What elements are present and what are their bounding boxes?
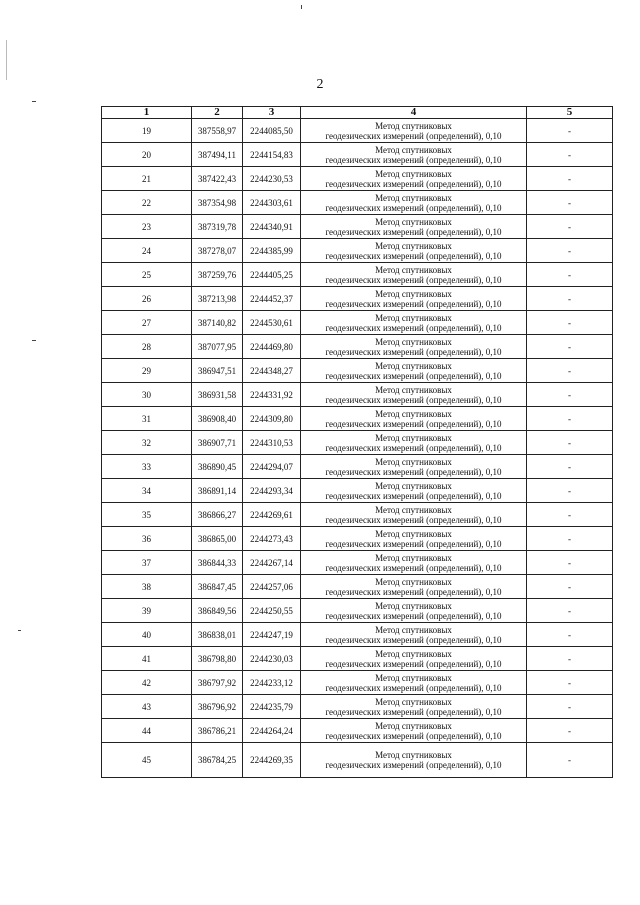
note-cell: - (527, 503, 613, 527)
table-row (102, 551, 613, 575)
note-cell: - (527, 719, 613, 743)
table-body (102, 119, 613, 778)
note-cell: - (527, 383, 613, 407)
note-cell: - (527, 455, 613, 479)
method-line-2: геодезических измерений (определений), 0,10 (325, 274, 502, 285)
point-number-cell: 45 (102, 743, 192, 778)
column-header-3: 3 (243, 107, 301, 119)
method-cell (301, 239, 527, 263)
table-row (102, 455, 613, 479)
table-row (102, 743, 613, 778)
method-line-2: геодезических измерений (определений), 0,10 (325, 490, 502, 501)
note-cell: - (527, 431, 613, 455)
note-cell: - (527, 335, 613, 359)
y-coordinate-cell: 2244405,25 (243, 263, 301, 287)
table-header-row (102, 107, 613, 119)
note-cell: - (527, 599, 613, 623)
note-cell: - (527, 263, 613, 287)
x-coordinate-cell: 386847,45 (192, 575, 243, 599)
table-row (102, 719, 613, 743)
y-coordinate-cell: 2244530,61 (243, 311, 301, 335)
scan-artifact-mark (32, 340, 36, 341)
method-line-2: геодезических измерений (определений), 0,10 (325, 154, 502, 165)
y-coordinate-cell: 2244293,34 (243, 479, 301, 503)
point-number-cell: 33 (102, 455, 192, 479)
table-row (102, 335, 613, 359)
table-row (102, 167, 613, 191)
method-cell (301, 263, 527, 287)
y-coordinate-cell: 2244348,27 (243, 359, 301, 383)
scan-artifact-mark (32, 101, 36, 102)
method-line-2: геодезических измерений (определений), 0,10 (325, 466, 502, 477)
method-cell (301, 623, 527, 647)
y-coordinate-cell: 2244269,61 (243, 503, 301, 527)
method-line-1: Метод спутниковых (375, 720, 452, 731)
method-line-2: геодезических измерений (определений), 0,10 (325, 202, 502, 213)
method-line-1: Метод спутниковых (375, 336, 452, 347)
table-row (102, 215, 613, 239)
x-coordinate-cell: 386786,21 (192, 719, 243, 743)
method-line-2: геодезических измерений (определений), 0,10 (325, 538, 502, 549)
method-cell (301, 335, 527, 359)
y-coordinate-cell: 2244303,61 (243, 191, 301, 215)
note-cell: - (527, 359, 613, 383)
method-cell (301, 359, 527, 383)
table-row (102, 575, 613, 599)
table-row (102, 119, 613, 143)
method-cell (301, 599, 527, 623)
method-line-1: Метод спутниковых (375, 456, 452, 467)
x-coordinate-cell: 387354,98 (192, 191, 243, 215)
note-cell: - (527, 695, 613, 719)
method-line-1: Метод спутниковых (375, 576, 452, 587)
point-number-cell: 32 (102, 431, 192, 455)
note-cell: - (527, 191, 613, 215)
method-line-1: Метод спутниковых (375, 432, 452, 443)
point-number-cell: 43 (102, 695, 192, 719)
table-row (102, 647, 613, 671)
column-header-1: 1 (102, 107, 192, 119)
method-line-2: геодезических измерений (определений), 0,10 (325, 130, 502, 141)
table-row (102, 359, 613, 383)
method-cell (301, 575, 527, 599)
point-number-cell: 36 (102, 527, 192, 551)
y-coordinate-cell: 2244250,55 (243, 599, 301, 623)
column-header-4: 4 (301, 107, 527, 119)
x-coordinate-cell: 386784,25 (192, 743, 243, 778)
point-number-cell: 42 (102, 671, 192, 695)
point-number-cell: 39 (102, 599, 192, 623)
x-coordinate-cell: 386947,51 (192, 359, 243, 383)
point-number-cell: 41 (102, 647, 192, 671)
method-cell (301, 407, 527, 431)
point-number-cell: 25 (102, 263, 192, 287)
method-cell (301, 167, 527, 191)
point-number-cell: 29 (102, 359, 192, 383)
method-line-1: Метод спутниковых (375, 264, 452, 275)
y-coordinate-cell: 2244340,91 (243, 215, 301, 239)
method-line-2: геодезических измерений (определений), 0,10 (325, 586, 502, 597)
x-coordinate-cell: 387077,95 (192, 335, 243, 359)
page-number: 2 (316, 77, 324, 92)
y-coordinate-cell: 2244452,37 (243, 287, 301, 311)
note-cell: - (527, 311, 613, 335)
y-coordinate-cell: 2244085,50 (243, 119, 301, 143)
column-header-2: 2 (192, 107, 243, 119)
method-line-2: геодезических измерений (определений), 0,10 (325, 298, 502, 309)
x-coordinate-cell: 387558,97 (192, 119, 243, 143)
method-cell (301, 143, 527, 167)
point-number-cell: 37 (102, 551, 192, 575)
method-cell (301, 551, 527, 575)
method-line-2: геодезических измерений (определений), 0,10 (325, 226, 502, 237)
method-line-2: геодезических измерений (определений), 0,10 (325, 346, 502, 357)
x-coordinate-cell: 386908,40 (192, 407, 243, 431)
y-coordinate-cell: 2244310,53 (243, 431, 301, 455)
method-line-2: геодезических измерений (определений), 0,10 (325, 730, 502, 741)
note-cell: - (527, 743, 613, 778)
x-coordinate-cell: 386890,45 (192, 455, 243, 479)
point-number-cell: 20 (102, 143, 192, 167)
x-coordinate-cell: 387278,07 (192, 239, 243, 263)
method-line-2: геодезических измерений (определений), 0,10 (325, 442, 502, 453)
method-line-1: Метод спутниковых (375, 240, 452, 251)
method-cell (301, 695, 527, 719)
method-line-2: геодезических измерений (определений), 0,10 (325, 760, 502, 770)
method-cell (301, 215, 527, 239)
x-coordinate-cell: 387140,82 (192, 311, 243, 335)
table-row (102, 527, 613, 551)
y-coordinate-cell: 2244257,06 (243, 575, 301, 599)
method-line-1: Метод спутниковых (375, 750, 452, 760)
y-coordinate-cell: 2244294,07 (243, 455, 301, 479)
table-row (102, 695, 613, 719)
method-cell (301, 479, 527, 503)
method-line-1: Метод спутниковых (375, 216, 452, 227)
table-row (102, 287, 613, 311)
method-line-1: Метод спутниковых (375, 120, 452, 131)
method-line-1: Метод спутниковых (375, 672, 452, 683)
x-coordinate-cell: 386798,80 (192, 647, 243, 671)
y-coordinate-cell: 2244309,80 (243, 407, 301, 431)
table-row (102, 311, 613, 335)
y-coordinate-cell: 2244273,43 (243, 527, 301, 551)
method-cell (301, 455, 527, 479)
method-line-1: Метод спутниковых (375, 648, 452, 659)
method-line-2: геодезических измерений (определений), 0,10 (325, 250, 502, 261)
point-number-cell: 34 (102, 479, 192, 503)
table-row (102, 623, 613, 647)
note-cell: - (527, 479, 613, 503)
x-coordinate-cell: 386907,71 (192, 431, 243, 455)
method-line-2: геодезических измерений (определений), 0,10 (325, 322, 502, 333)
x-coordinate-cell: 387319,78 (192, 215, 243, 239)
method-line-1: Метод спутниковых (375, 600, 452, 611)
x-coordinate-cell: 387494,11 (192, 143, 243, 167)
method-line-2: геодезических измерений (определений), 0,10 (325, 178, 502, 189)
method-cell (301, 431, 527, 455)
point-number-cell: 38 (102, 575, 192, 599)
y-coordinate-cell: 2244331,92 (243, 383, 301, 407)
method-line-1: Метод спутниковых (375, 144, 452, 155)
method-line-1: Метод спутниковых (375, 552, 452, 563)
scan-edge-line (6, 40, 7, 80)
method-line-2: геодезических измерений (определений), 0,10 (325, 634, 502, 645)
note-cell: - (527, 671, 613, 695)
note-cell: - (527, 143, 613, 167)
coordinates-table (101, 106, 613, 778)
x-coordinate-cell: 387422,43 (192, 167, 243, 191)
method-line-2: геодезических измерений (определений), 0,10 (325, 706, 502, 717)
x-coordinate-cell: 386844,33 (192, 551, 243, 575)
method-cell (301, 743, 527, 778)
x-coordinate-cell: 386797,92 (192, 671, 243, 695)
method-line-1: Метод спутниковых (375, 504, 452, 515)
method-cell (301, 383, 527, 407)
table-row (102, 503, 613, 527)
note-cell: - (527, 575, 613, 599)
method-cell (301, 527, 527, 551)
point-number-cell: 26 (102, 287, 192, 311)
method-line-1: Метод спутниковых (375, 312, 452, 323)
table-row (102, 191, 613, 215)
table-row (102, 671, 613, 695)
method-cell (301, 311, 527, 335)
method-line-2: геодезических измерений (определений), 0,10 (325, 562, 502, 573)
point-number-cell: 23 (102, 215, 192, 239)
table-row (102, 431, 613, 455)
method-cell (301, 287, 527, 311)
method-line-2: геодезических измерений (определений), 0,10 (325, 418, 502, 429)
method-cell (301, 191, 527, 215)
note-cell: - (527, 551, 613, 575)
table-row (102, 407, 613, 431)
y-coordinate-cell: 2244469,80 (243, 335, 301, 359)
y-coordinate-cell: 2244267,14 (243, 551, 301, 575)
method-cell (301, 671, 527, 695)
x-coordinate-cell: 386891,14 (192, 479, 243, 503)
note-cell: - (527, 239, 613, 263)
table-row (102, 599, 613, 623)
method-line-2: геодезических измерений (определений), 0,10 (325, 658, 502, 669)
point-number-cell: 21 (102, 167, 192, 191)
y-coordinate-cell: 2244264,24 (243, 719, 301, 743)
y-coordinate-cell: 2244269,35 (243, 743, 301, 778)
point-number-cell: 30 (102, 383, 192, 407)
point-number-cell: 35 (102, 503, 192, 527)
method-line-1: Метод спутниковых (375, 192, 452, 203)
table-row (102, 143, 613, 167)
y-coordinate-cell: 2244247,19 (243, 623, 301, 647)
x-coordinate-cell: 387259,76 (192, 263, 243, 287)
note-cell: - (527, 623, 613, 647)
method-line-1: Метод спутниковых (375, 168, 452, 179)
note-cell: - (527, 647, 613, 671)
x-coordinate-cell: 386796,92 (192, 695, 243, 719)
method-line-2: геодезических измерений (определений), 0,10 (325, 682, 502, 693)
method-line-1: Метод спутниковых (375, 528, 452, 539)
method-cell (301, 503, 527, 527)
method-line-1: Метод спутниковых (375, 480, 452, 491)
y-coordinate-cell: 2244385,99 (243, 239, 301, 263)
x-coordinate-cell: 386866,27 (192, 503, 243, 527)
note-cell: - (527, 119, 613, 143)
y-coordinate-cell: 2244233,12 (243, 671, 301, 695)
note-cell: - (527, 527, 613, 551)
table-row (102, 383, 613, 407)
scan-artifact-mark (301, 5, 302, 9)
note-cell: - (527, 167, 613, 191)
point-number-cell: 24 (102, 239, 192, 263)
point-number-cell: 19 (102, 119, 192, 143)
y-coordinate-cell: 2244154,83 (243, 143, 301, 167)
x-coordinate-cell: 386931,58 (192, 383, 243, 407)
table-row (102, 479, 613, 503)
method-line-1: Метод спутниковых (375, 408, 452, 419)
point-number-cell: 31 (102, 407, 192, 431)
x-coordinate-cell: 387213,98 (192, 287, 243, 311)
method-line-1: Метод спутниковых (375, 360, 452, 371)
note-cell: - (527, 287, 613, 311)
scan-artifact-mark (18, 630, 21, 631)
method-cell (301, 119, 527, 143)
method-line-1: Метод спутниковых (375, 384, 452, 395)
method-line-2: геодезических измерений (определений), 0,10 (325, 370, 502, 381)
point-number-cell: 27 (102, 311, 192, 335)
x-coordinate-cell: 386865,00 (192, 527, 243, 551)
method-cell (301, 719, 527, 743)
method-line-2: геодезических измерений (определений), 0,10 (325, 610, 502, 621)
method-line-1: Метод спутниковых (375, 696, 452, 707)
y-coordinate-cell: 2244235,79 (243, 695, 301, 719)
method-line-1: Метод спутниковых (375, 624, 452, 635)
point-number-cell: 44 (102, 719, 192, 743)
table-row (102, 239, 613, 263)
point-number-cell: 22 (102, 191, 192, 215)
note-cell: - (527, 215, 613, 239)
y-coordinate-cell: 2244230,53 (243, 167, 301, 191)
x-coordinate-cell: 386849,56 (192, 599, 243, 623)
y-coordinate-cell: 2244230,03 (243, 647, 301, 671)
method-line-1: Метод спутниковых (375, 288, 452, 299)
table-row (102, 263, 613, 287)
x-coordinate-cell: 386838,01 (192, 623, 243, 647)
method-line-2: геодезических измерений (определений), 0,10 (325, 394, 502, 405)
note-cell: - (527, 407, 613, 431)
method-cell (301, 647, 527, 671)
point-number-cell: 28 (102, 335, 192, 359)
method-line-2: геодезических измерений (определений), 0,10 (325, 514, 502, 525)
column-header-5: 5 (527, 107, 613, 119)
point-number-cell: 40 (102, 623, 192, 647)
